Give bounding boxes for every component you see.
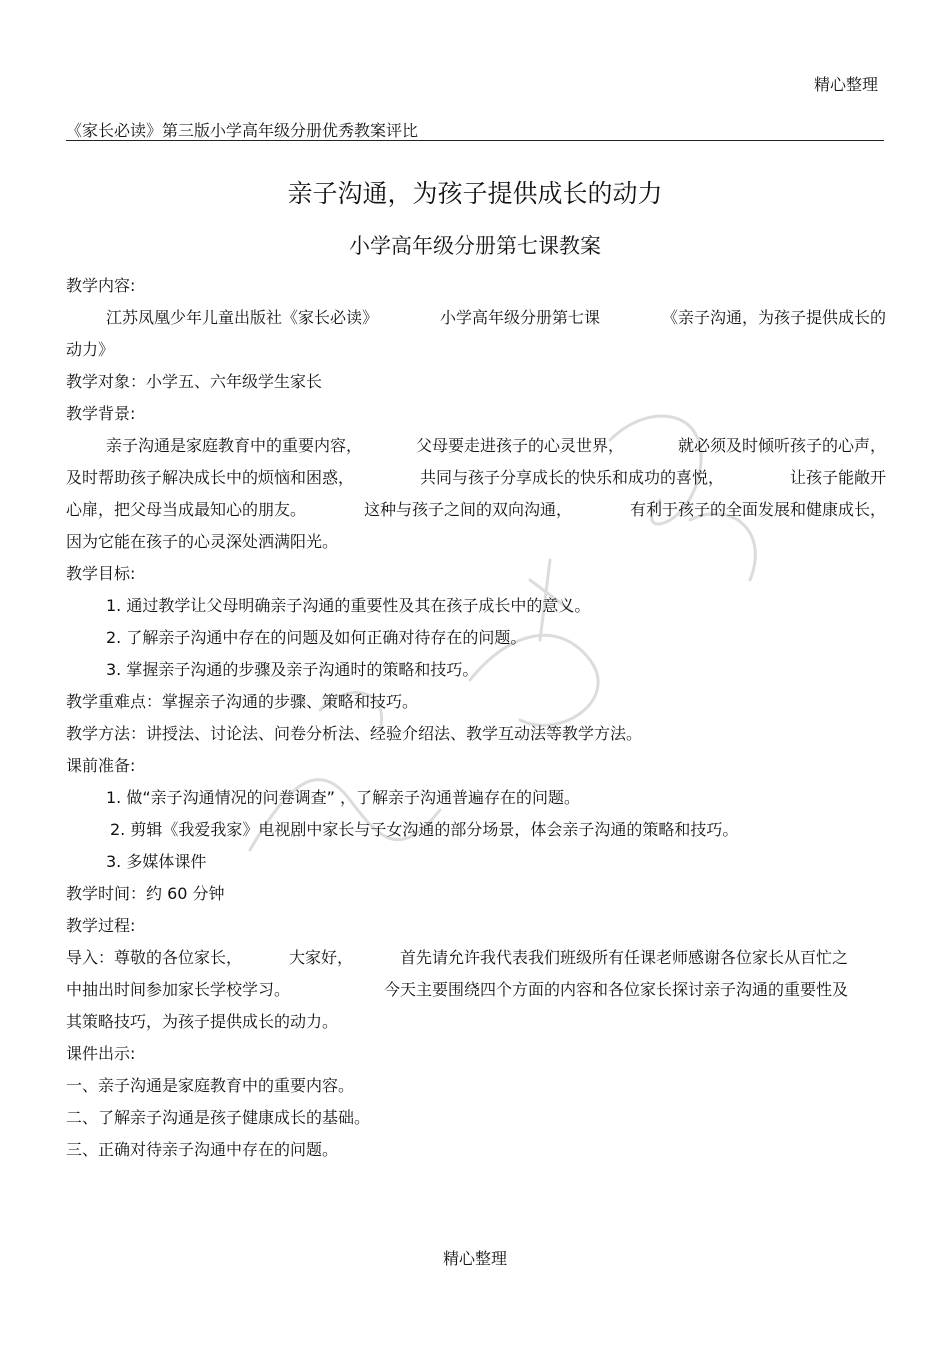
page-subtitle: 小学高年级分册第七课教案: [349, 234, 601, 258]
intro-line-2: [66, 974, 848, 1006]
background-text: 这种与孩子之间的双向沟通，: [363, 500, 572, 519]
goal-item: 2. 了解亲子沟通中存在的问题及如何正确对待存在的问题。: [106, 628, 527, 647]
section-label-goals: 教学目标:: [66, 564, 136, 583]
background-line-3: [66, 494, 886, 526]
intro-text: 大家好，: [288, 948, 353, 967]
section-label-background: 教学背景:: [66, 404, 136, 423]
background-text: 心扉，把父母当成最知心的朋友。: [66, 500, 307, 519]
time-line: 教学时间：约 60 分钟: [66, 884, 225, 903]
corner-label: 精心整理: [813, 75, 878, 94]
intro-text: 今天主要围绕四个方面的内容和各位家长探讨亲子沟通的重要性及: [383, 980, 848, 999]
intro-text: 中抽出时间参加家长学校学习。: [66, 980, 291, 999]
section-label-content: 教学内容:: [66, 276, 136, 295]
content-volume: 小学高年级分册第七课: [439, 308, 600, 327]
key-points-line: 教学重难点：掌握亲子沟通的步骤、策略和技巧。: [66, 692, 419, 711]
background-text: 就必须及时倾听孩子的心声，: [677, 436, 886, 455]
background-text: 亲子沟通是家庭教育中的重要内容，: [106, 436, 363, 455]
prep-item: 2. 剪辑《我爱我家》电视剧中家长与子女沟通的部分场景，体会亲子沟通的策略和技巧。: [110, 820, 739, 839]
document-body: [66, 270, 886, 1166]
goal-item: 3. 掌握亲子沟通的步骤及亲子沟通时的策略和技巧。: [106, 660, 479, 679]
prep-item: 1. 做“亲子沟通情况的问卷调查” ，了解亲子沟通普遍存在的问题。: [106, 788, 581, 807]
courseware-item: 二、了解亲子沟通是孩子健康成长的基础。: [66, 1108, 371, 1127]
methods-line: 教学方法：讲授法、讨论法、问卷分析法、经验介绍法、教学互动法等教学方法。: [66, 724, 643, 743]
background-line-4: 因为它能在孩子的心灵深处洒满阳光。: [66, 532, 339, 551]
series-title: 《家长必读》第三版小学高年级分册优秀教案评比: [66, 121, 419, 140]
courseware-item: 三、正确对待亲子沟通中存在的问题。: [66, 1140, 339, 1159]
background-text: 及时帮助孩子解决成长中的烦恼和困惑，: [66, 468, 355, 487]
section-label-courseware: 课件出示:: [66, 1044, 136, 1063]
background-text: 让孩子能敞开: [789, 468, 886, 487]
intro-text: 首先请允许我代表我们班级所有任课老师感谢各位家长从百忙之: [399, 948, 848, 967]
background-text: 父母要走进孩子的心灵世界，: [415, 436, 624, 455]
content-line-1: [66, 302, 886, 334]
intro-line-1: [66, 942, 848, 974]
section-label-process: 教学过程:: [66, 916, 136, 935]
section-label-prep: 课前准备:: [66, 756, 136, 775]
goal-item: 1. 通过教学让父母明确亲子沟通的重要性及其在孩子成长中的意义。: [106, 596, 591, 615]
intro-text: 导入：尊敬的各位家长，: [66, 948, 243, 967]
prep-item: 3. 多媒体课件: [106, 852, 207, 871]
content-lesson: 《亲子沟通，为孩子提供成长的: [661, 308, 886, 327]
background-text: 共同与孩子分享成长的快乐和成功的喜悦，: [419, 468, 724, 487]
page-title: 亲子沟通，为孩子提供成长的动力: [287, 179, 663, 208]
background-line-1: [66, 430, 886, 462]
intro-line-3: 其策略技巧，为孩子提供成长的动力。: [66, 1012, 339, 1031]
courseware-item: 一、亲子沟通是家庭教育中的重要内容。: [66, 1076, 355, 1095]
background-line-2: [66, 462, 886, 494]
content-line-2: 动力》: [66, 340, 115, 359]
footer-label: 精心整理: [442, 1249, 507, 1268]
header-divider: [66, 140, 884, 141]
content-publisher: 江苏凤凰少年儿童出版社《家长必读》: [106, 308, 379, 327]
audience-line: 教学对象：小学五、六年级学生家长: [66, 372, 323, 391]
background-text: 有利于孩子的全面发展和健康成长，: [629, 500, 886, 519]
